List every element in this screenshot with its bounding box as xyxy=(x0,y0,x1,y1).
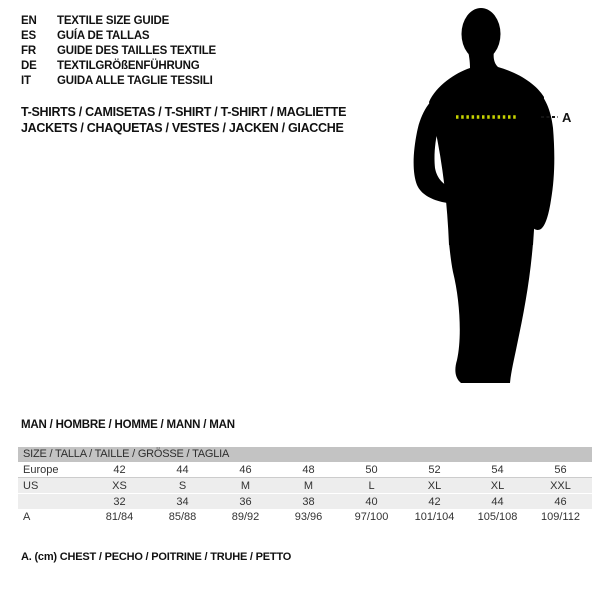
footnote-chest-measure: A. (cm) CHEST / PECHO / POITRINE / TRUHE / PETTO xyxy=(21,551,292,563)
table-cell: 52 xyxy=(428,463,441,476)
table-cell: 81/84 xyxy=(105,510,134,523)
size-table-header: SIZE / TALLA / TAILLE / GRÖSSE / TAGLIA xyxy=(18,447,592,462)
table-cell: 38 xyxy=(302,495,315,508)
table-cell: 48 xyxy=(302,463,315,476)
table-cell: S xyxy=(178,479,187,492)
table-cell: 97/100 xyxy=(354,510,389,523)
language-row-it xyxy=(21,73,216,88)
table-cell: 36 xyxy=(239,495,252,508)
language-title: GUIDE DES TAILLES TEXTILE xyxy=(57,44,216,57)
table-cell: M xyxy=(240,479,251,492)
row-label: Europe xyxy=(23,463,59,476)
table-cell: 56 xyxy=(554,463,567,476)
table-cell: 109/112 xyxy=(541,510,580,523)
language-row-de xyxy=(21,58,216,73)
measure-label-a: A xyxy=(562,110,572,125)
table-cell: 89/92 xyxy=(231,510,260,523)
silhouette-legs xyxy=(449,243,533,383)
table-cell: 32 xyxy=(113,495,126,508)
language-code: DE xyxy=(21,59,37,72)
table-cell: XS xyxy=(112,479,127,492)
man-silhouette-svg xyxy=(403,5,583,390)
table-row-europe xyxy=(18,462,592,478)
table-cell: M xyxy=(303,479,314,492)
table-cell: 54 xyxy=(491,463,504,476)
language-row-fr xyxy=(21,43,216,58)
table-cell: 44 xyxy=(176,463,189,476)
table-cell: 40 xyxy=(365,495,378,508)
language-title: GUÍA DE TALLAS xyxy=(57,29,150,42)
table-cell: XL xyxy=(427,479,442,492)
category-line-jackets: JACKETS / CHAQUETAS / VESTES / JACKEN / GIACCHE xyxy=(21,121,344,135)
language-title: TEXTILE SIZE GUIDE xyxy=(57,14,170,27)
language-title: TEXTILGRÖßENFÜHRUNG xyxy=(57,59,200,72)
language-title: GUIDA ALLE TAGLIE TESSILI xyxy=(57,74,213,87)
table-cell: 46 xyxy=(554,495,567,508)
table-cell: XL xyxy=(490,479,505,492)
row-label: A xyxy=(23,510,31,523)
language-code: IT xyxy=(21,74,31,87)
language-code: EN xyxy=(21,14,37,27)
table-cell: 93/96 xyxy=(294,510,323,523)
language-code: ES xyxy=(21,29,36,42)
table-cell: 105/108 xyxy=(477,510,518,523)
category-block xyxy=(21,104,346,136)
table-cell: 46 xyxy=(239,463,252,476)
section-title-man: MAN / HOMBRE / HOMME / MANN / MAN xyxy=(21,419,235,431)
table-cell: L xyxy=(368,479,375,492)
table-cell: 42 xyxy=(428,495,441,508)
table-cell: 50 xyxy=(365,463,378,476)
table-cell: 34 xyxy=(176,495,189,508)
language-row-es xyxy=(21,28,216,43)
table-cell: 42 xyxy=(113,463,126,476)
man-silhouette xyxy=(414,8,555,383)
category-line-tshirts: T-SHIRTS / CAMISETAS / T-SHIRT / T-SHIRT / MAGLIETTE xyxy=(21,105,347,119)
table-cell: 85/88 xyxy=(168,510,197,523)
table-cell: 44 xyxy=(491,495,504,508)
language-row-en xyxy=(21,13,216,28)
table-cell: 101/104 xyxy=(414,510,455,523)
table-row-us xyxy=(18,478,592,493)
table-row-chest-cm xyxy=(18,509,592,524)
table-cell: XXL xyxy=(550,479,571,492)
table-row-numeric-sizes xyxy=(18,493,592,509)
row-label: US xyxy=(23,479,39,492)
size-table xyxy=(18,447,592,524)
language-code: FR xyxy=(21,44,36,57)
man-silhouette-figure xyxy=(403,5,583,390)
silhouette-torso xyxy=(429,50,544,245)
language-list xyxy=(21,13,216,88)
